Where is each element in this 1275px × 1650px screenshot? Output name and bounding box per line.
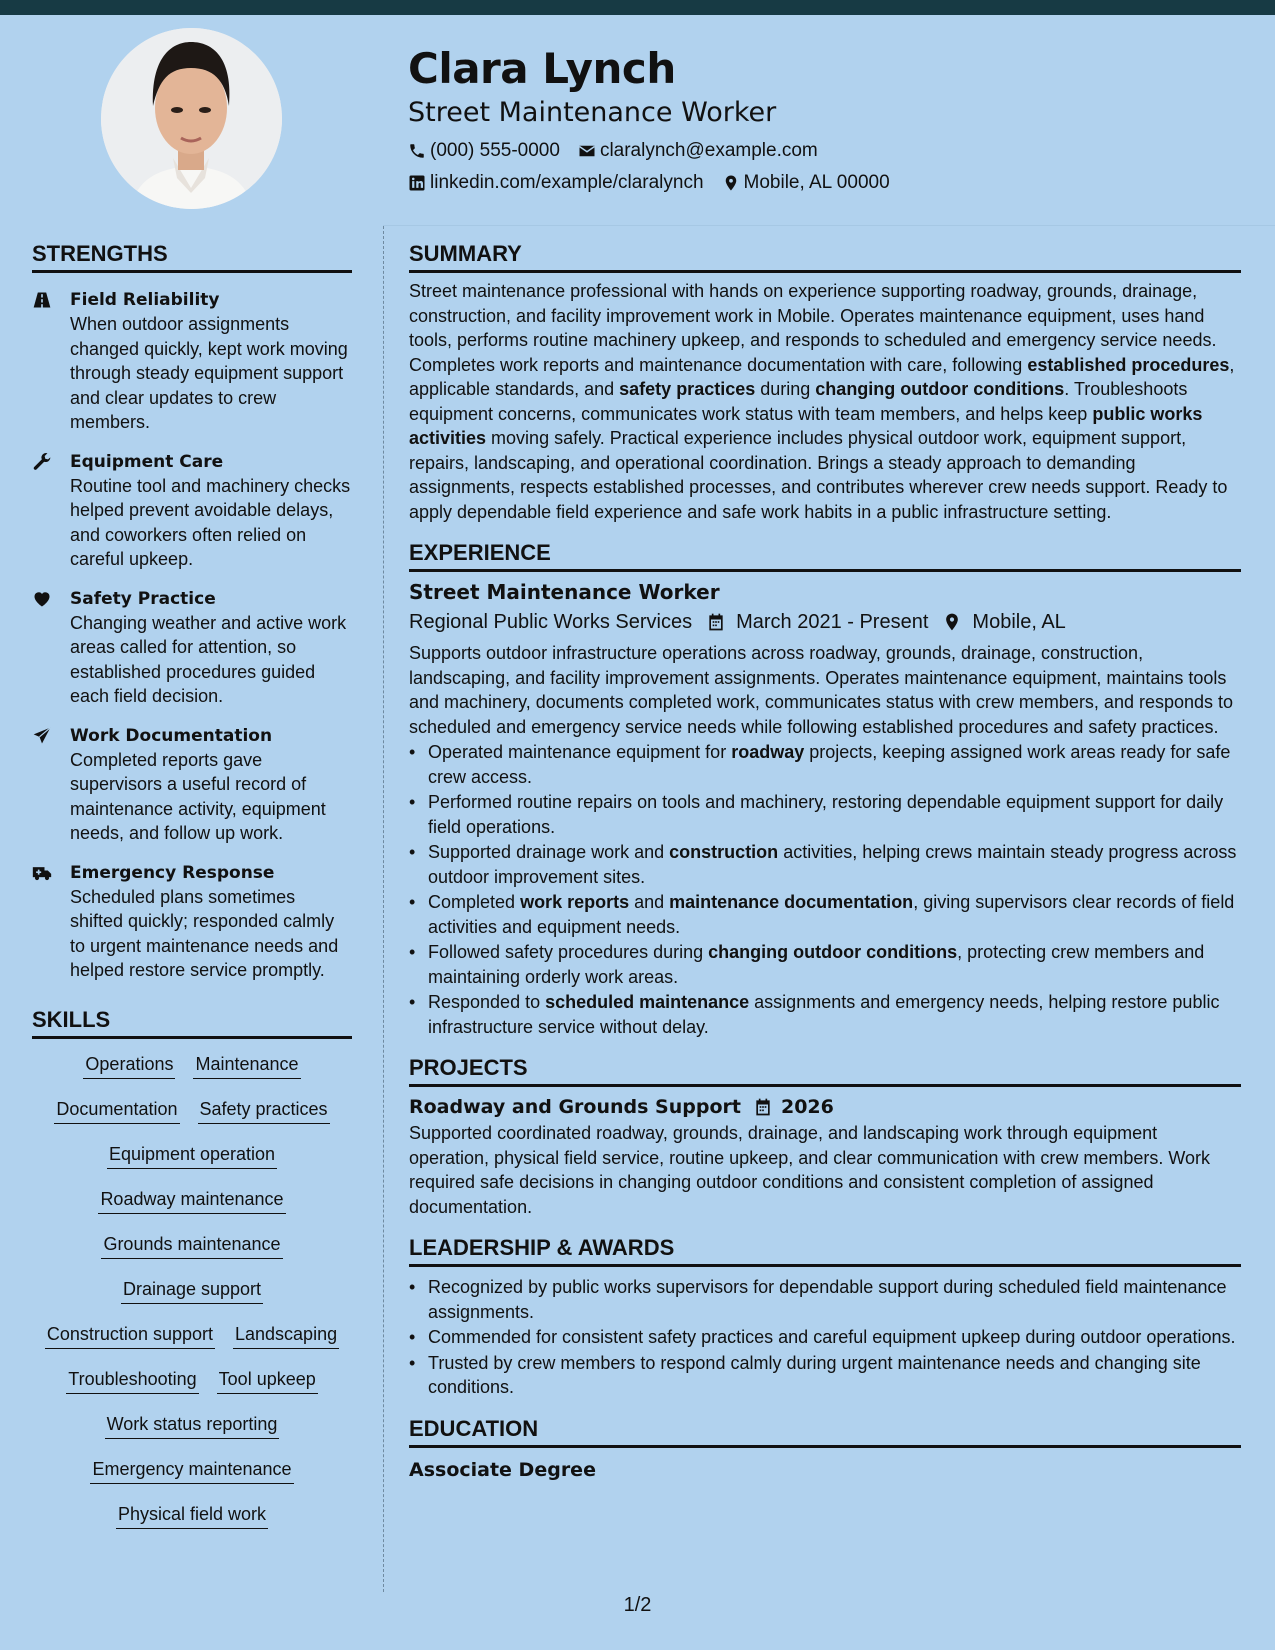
experience-bullet — [409, 790, 1241, 839]
experience-bullets — [409, 740, 1241, 1039]
calendar-icon — [753, 1097, 773, 1117]
experience-description: Supports outdoor infrastructure operations across roadway, grounds, drainage, construction, landscaping, and facility improvement assignments. Operates maintenance equipment, maintains tools and machinery, documents completed work, communicates status with crew members, and responds to scheduled and emergency service needs while following established procedures and safety practices. — [409, 643, 1234, 737]
strength-title: Emergency Response — [70, 862, 275, 883]
leadership-item: • Recognized by public works supervisors for dependable support during scheduled field maintenance assignments. — [409, 1275, 1241, 1324]
text-run: Responded to — [428, 992, 546, 1012]
summary-text — [409, 279, 1241, 524]
skill-row — [32, 1412, 352, 1457]
map-pin-icon — [722, 174, 740, 192]
road-icon — [32, 290, 52, 310]
left-column — [32, 240, 352, 1547]
contact-linkedin[interactable] — [408, 171, 704, 195]
project-year: 2026 — [780, 1096, 834, 1118]
bold-text: public works activities — [409, 403, 1203, 448]
page-number: 1/2 — [623, 1594, 652, 1616]
text-run: projects, keeping assigned work areas ready for safe crew access. — [428, 742, 1231, 787]
strength-text: Scheduled plans sometimes shifted quickly; responded calmly to urgent maintenance needs and helped restore service promptly. — [70, 886, 339, 980]
skills-list — [32, 1052, 352, 1547]
skill-tag: Documentation — [54, 1097, 179, 1124]
experience-dates — [706, 608, 928, 636]
wrench-icon — [32, 452, 52, 472]
skill-row — [32, 1277, 352, 1322]
header — [408, 42, 908, 195]
text-run: Followed safety procedures during — [428, 942, 709, 962]
bold-text: roadway — [731, 742, 805, 762]
bold-text: changing outdoor conditions — [815, 379, 1065, 399]
bold-text: work reports — [520, 892, 630, 912]
calendar-icon — [706, 612, 726, 632]
strength-title: Field Reliability — [70, 290, 220, 310]
experience-location — [942, 608, 1065, 636]
text-run: during — [755, 379, 816, 399]
candidate-name: Clara Lynch — [408, 44, 676, 93]
strength-item — [32, 861, 352, 983]
profile-photo — [101, 28, 282, 209]
project-header — [409, 1093, 1241, 1121]
skill-tag: Work status reporting — [105, 1412, 280, 1439]
strength-item — [32, 288, 352, 435]
linkedin-text: linkedin.com/example/claralynch — [430, 172, 704, 193]
strength-title: Safety Practice — [70, 588, 216, 609]
envelope-icon — [578, 142, 596, 160]
experience-bullet — [409, 940, 1241, 989]
linkedin-icon — [408, 174, 426, 192]
ambulance-icon — [32, 863, 52, 883]
bold-text: safety practices — [619, 379, 756, 399]
skill-row — [32, 1097, 352, 1142]
experience-bullet — [409, 990, 1241, 1039]
contact-row-1 — [408, 139, 908, 163]
candidate-title: Street Maintenance Worker — [408, 97, 777, 128]
education-heading: EDUCATION — [409, 1415, 1241, 1448]
contact-phone[interactable] — [408, 139, 560, 163]
experience-role: Street Maintenance Worker — [409, 580, 720, 604]
text-run: . Troubleshoots equipment concerns, communicates work status with team members, and helps keep — [409, 379, 1188, 424]
skills-heading: SKILLS — [32, 1006, 352, 1039]
text-run: Street maintenance professional with hands on experience supporting roadway, grounds, drainage, construction, and facility improvement work in Mobile. Operates maintenance equipment, uses hand tools, performs routine machinery upkeep, and responds to scheduled and emergency service needs. Completes work reports and maintenance documentation with care, following — [409, 281, 1217, 375]
phone-text: (000) 555-0000 — [430, 140, 560, 161]
phone-icon — [408, 142, 426, 160]
project-date — [753, 1096, 834, 1118]
strength-text: Routine tool and machinery checks helped prevent avoidable delays, and coworkers often relied on careful upkeep. — [70, 475, 351, 569]
text-run: , giving supervisors clear records of field activities and equipment needs. — [428, 892, 1235, 937]
skill-tag: Construction support — [45, 1322, 215, 1349]
experience-location-text: Mobile, AL — [972, 611, 1066, 633]
strength-text: When outdoor assignments changed quickly, kept work moving through steady equipment support and clear updates to crew members. — [70, 314, 348, 432]
leadership-item: • Trusted by crew members to respond calmly during urgent maintenance needs and changing site conditions. — [409, 1351, 1241, 1400]
skill-tag: Maintenance — [193, 1052, 300, 1079]
experience-company: Regional Public Works Services — [409, 611, 693, 633]
skill-row — [32, 1142, 352, 1187]
skill-tag: Physical field work — [116, 1502, 268, 1529]
project-description: Supported coordinated roadway, grounds, drainage, and landscaping work through equipment operation, physical field service, routine upkeep, and clear communication with crew members. Work required safe decisions in changing outdoor conditions and consistent completion of assigned documentation. — [409, 1123, 1211, 1217]
bold-text: changing outdoor conditions — [708, 942, 958, 962]
strength-text: Completed reports gave supervisors a useful record of maintenance activity, equipment needs, and follow up work. — [70, 749, 326, 843]
text-run: Performed routine repairs on tools and machinery, restoring dependable equipment support for daily field operations. — [428, 792, 1224, 837]
strength-item — [32, 450, 352, 572]
bold-text: established procedures — [1027, 354, 1230, 375]
leadership-item: • Commended for consistent safety practices and careful equipment upkeep during outdoor operations. — [409, 1325, 1241, 1350]
strength-item — [32, 587, 352, 709]
map-pin-icon — [942, 612, 962, 632]
project-title: Roadway and Grounds Support — [409, 1096, 741, 1118]
skill-tag: Troubleshooting — [66, 1367, 198, 1394]
skill-row — [32, 1457, 352, 1502]
strength-title: Work Documentation — [70, 725, 273, 746]
text-run: and — [629, 892, 670, 912]
skill-tag: Roadway maintenance — [98, 1187, 285, 1214]
text-run: , protecting crew members and maintaining orderly work areas. — [428, 942, 1205, 987]
skill-tag: Safety practices — [198, 1097, 330, 1124]
header-divider — [383, 225, 1275, 226]
summary-heading: SUMMARY — [409, 240, 1241, 273]
leadership-heading: LEADERSHIP & AWARDS — [409, 1234, 1241, 1267]
skill-row — [32, 1232, 352, 1277]
contact-row-2 — [408, 171, 908, 195]
experience-heading: EXPERIENCE — [409, 539, 1241, 572]
email-text: claralynch@example.com — [599, 140, 818, 161]
text-run: , applicable standards, and — [409, 354, 1235, 399]
education-degree: Associate Degree — [409, 1458, 596, 1481]
strength-title: Equipment Care — [70, 451, 224, 472]
skill-row — [32, 1052, 352, 1097]
text-run: Completed — [428, 892, 521, 912]
strength-text: Changing weather and active work areas called for attention, so established procedures guided each field decision. — [70, 612, 347, 706]
text-run: activities, helping crews maintain steady progress across outdoor improvement sites. — [428, 842, 1237, 887]
strengths-heading: STRENGTHS — [32, 240, 352, 273]
bold-text: scheduled maintenance — [545, 992, 750, 1012]
skill-row — [32, 1502, 352, 1547]
paper-plane-icon — [32, 726, 52, 746]
strength-item — [32, 724, 352, 846]
experience-dates-text: March 2021 - Present — [736, 611, 929, 633]
right-column — [409, 240, 1241, 1484]
text-run: Operated maintenance equipment for — [428, 742, 732, 762]
heart-icon — [32, 589, 52, 609]
experience-bullet — [409, 840, 1241, 889]
text-run: assignments and emergency needs, helping restore public infrastructure service without delay. — [428, 992, 1220, 1037]
column-divider — [383, 226, 384, 1592]
bold-text: maintenance documentation — [669, 892, 914, 912]
skill-tag: Landscaping — [233, 1322, 339, 1349]
experience-meta — [409, 608, 1241, 636]
skill-tag: Emergency maintenance — [90, 1457, 293, 1484]
skill-tag: Tool upkeep — [217, 1367, 318, 1394]
skill-tag: Operations — [83, 1052, 175, 1079]
experience-bullet — [409, 890, 1241, 939]
location-text: Mobile, AL 00000 — [743, 172, 890, 193]
top-accent-bar — [0, 0, 1275, 15]
skill-tag: Drainage support — [121, 1277, 263, 1304]
projects-heading: PROJECTS — [409, 1054, 1241, 1087]
skill-row — [32, 1322, 352, 1367]
bold-text: construction — [669, 842, 779, 862]
skill-tag: Grounds maintenance — [101, 1232, 282, 1259]
text-run: Supported drainage work and — [428, 842, 670, 862]
leadership-list — [409, 1275, 1241, 1400]
skill-row — [32, 1187, 352, 1232]
contact-email[interactable] — [578, 139, 818, 163]
experience-bullet — [409, 740, 1241, 789]
skill-row — [32, 1367, 352, 1412]
text-run: moving safely. Practical experience includes physical outdoor work, equipment support, repairs, landscaping, and operational coordination. Brings a steady approach to demanding assignments, respects established processes, and contributes wherever crew needs support. Ready to apply dependable field experience and safe work habits in a public infrastructure setting. — [409, 428, 1228, 522]
skill-tag: Equipment operation — [107, 1142, 277, 1169]
contact-location — [722, 171, 890, 195]
